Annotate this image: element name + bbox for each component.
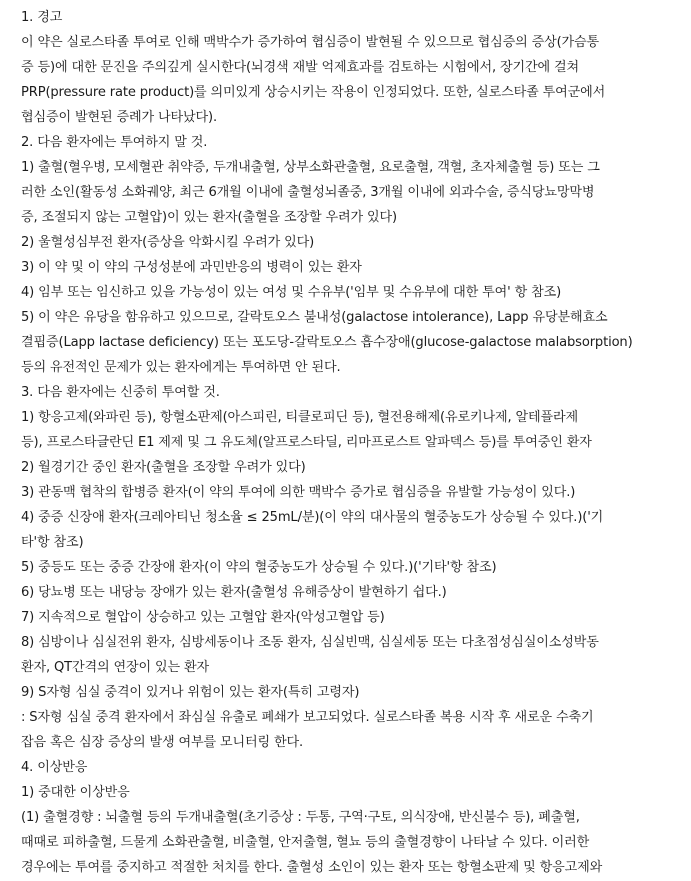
text-line: 6) 당뇨병 또는 내당능 장애가 있는 환자(출혈성 유해증상이 발현하기 쉽다.) (21, 585, 447, 600)
text-line: 5) 이 약은 유당을 함유하고 있으므로, 갈락토오스 불내성(galactose intolerance), Lapp 유당분해효소 (21, 310, 608, 325)
text-line: 잡음 혹은 심장 증상의 발생 여부를 모니터링 한다. (21, 735, 304, 750)
text-line: 증 등)에 대한 문진을 주의깊게 실시한다(뇌경색 재발 억제효과를 검토하는 시험에서, 장기간에 걸쳐 (21, 60, 580, 75)
text-line: 4) 임부 또는 임신하고 있을 가능성이 있는 여성 및 수유부('임부 및 수유부에 대한 투여' 항 참조) (21, 285, 562, 300)
text-line: : S자형 심실 중격 환자에서 좌심실 유출로 폐쇄가 보고되었다. 실로스타졸 복용 시작 후 새로운 수축기 (21, 710, 594, 725)
text-line: 결핍증(Lapp lactase deficiency) 또는 포도당-갈락토오스 흡수장애(glucose-galactose malabsorption) (21, 335, 633, 350)
text-line: 2) 울혈성심부전 환자(증상을 악화시킬 우려가 있다) (21, 235, 315, 250)
text-line: 1) 중대한 이상반응 (21, 785, 130, 800)
text-line: 이 약은 실로스타졸 투여로 인해 맥박수가 증가하여 협심증이 발현될 수 있으므로 협심증의 증상(가슴통 (21, 35, 600, 50)
text-line: 2) 월경기간 중인 환자(출혈을 조장할 우려가 있다) (21, 460, 306, 475)
section-heading-warning: 1. 경고 (21, 10, 63, 25)
text-line: 1) 출혈(혈우병, 모세혈관 취약증, 두개내출혈, 상부소화관출혈, 요로출혈, 객혈, 초자체출혈 등) 또는 그 (21, 160, 600, 175)
text-line: 7) 지속적으로 혈압이 상승하고 있는 고혈압 환자(악성고혈압 등) (21, 610, 385, 625)
section-heading-adverse-reactions: 4. 이상반응 (21, 760, 88, 775)
text-line: 경우에는 투여를 중지하고 적절한 처치를 한다. 출혈성 소인이 있는 환자 또는 항혈소판제 및 항응고제와 (21, 860, 603, 875)
text-line: 4) 중증 신장애 환자(크레아티닌 청소율 ≤ 25mL/분)(이 약의 대사물의 혈중농도가 상승될 수 있다.)('기 (21, 510, 604, 525)
section-heading-precautions: 3. 다음 환자에는 신중히 투여할 것. (21, 385, 220, 400)
text-line: 협심증이 발현된 증례가 나타났다). (21, 110, 217, 125)
text-line: PRP(pressure rate product)를 의미있게 상승시키는 작용이 인정되었다. 또한, 실로스타졸 투여군에서 (21, 85, 606, 100)
text-line: 타'항 참조) (21, 535, 84, 550)
text-line: 5) 중등도 또는 중증 간장애 환자(이 약의 혈중농도가 상승될 수 있다.)('기타'항 참조) (21, 560, 497, 575)
text-line: (1) 출혈경향 : 뇌출혈 등의 두개내출혈(초기증상 : 두통, 구역·구토, 의식장애, 반신불수 등), 폐출혈, (21, 810, 580, 825)
text-line: 1) 항응고제(와파린 등), 항혈소판제(아스피린, 티클로피딘 등), 혈전용해제(유로키나제, 알테플라제 (21, 410, 579, 425)
text-line: 등), 프로스타글란딘 E1 제제 및 그 유도체(알프로스타딜, 리마프로스트 알파덱스 등)를 투여중인 환자 (21, 435, 592, 450)
text-line: 증, 조절되지 않는 고혈압)이 있는 환자(출혈을 조장할 우려가 있다) (21, 210, 397, 225)
text-line: 3) 관동맥 협착의 합병증 환자(이 약의 투여에 의한 맥박수 증가로 협심증을 유발할 가능성이 있다.) (21, 485, 576, 500)
text-line: 9) S자형 심실 중격이 있거나 위험이 있는 환자(특히 고령자) (21, 685, 360, 700)
text-line: 8) 심방이나 심실전위 환자, 심방세동이나 조동 환자, 심실빈맥, 심실세동 또는 다초점성심실이소성박동 (21, 635, 599, 650)
text-line: 환자, QT간격의 연장이 있는 환자 (21, 660, 210, 675)
text-line: 러한 소인(활동성 소화궤양, 최근 6개월 이내에 출혈성뇌졸중, 3개월 이내에 외과수술, 증식당뇨망막병 (21, 185, 595, 200)
text-line: 등의 유전적인 문제가 있는 환자에게는 투여하면 안 된다. (21, 360, 341, 375)
text-line: 3) 이 약 및 이 약의 구성성분에 과민반응의 병력이 있는 환자 (21, 260, 362, 275)
text-line: 때때로 피하출혈, 드물게 소화관출혈, 비출혈, 안저출혈, 혈뇨 등의 출혈경향이 나타날 수 있다. 이러한 (21, 835, 590, 850)
section-heading-contraindications: 2. 다음 환자에는 투여하지 말 것. (21, 135, 208, 150)
